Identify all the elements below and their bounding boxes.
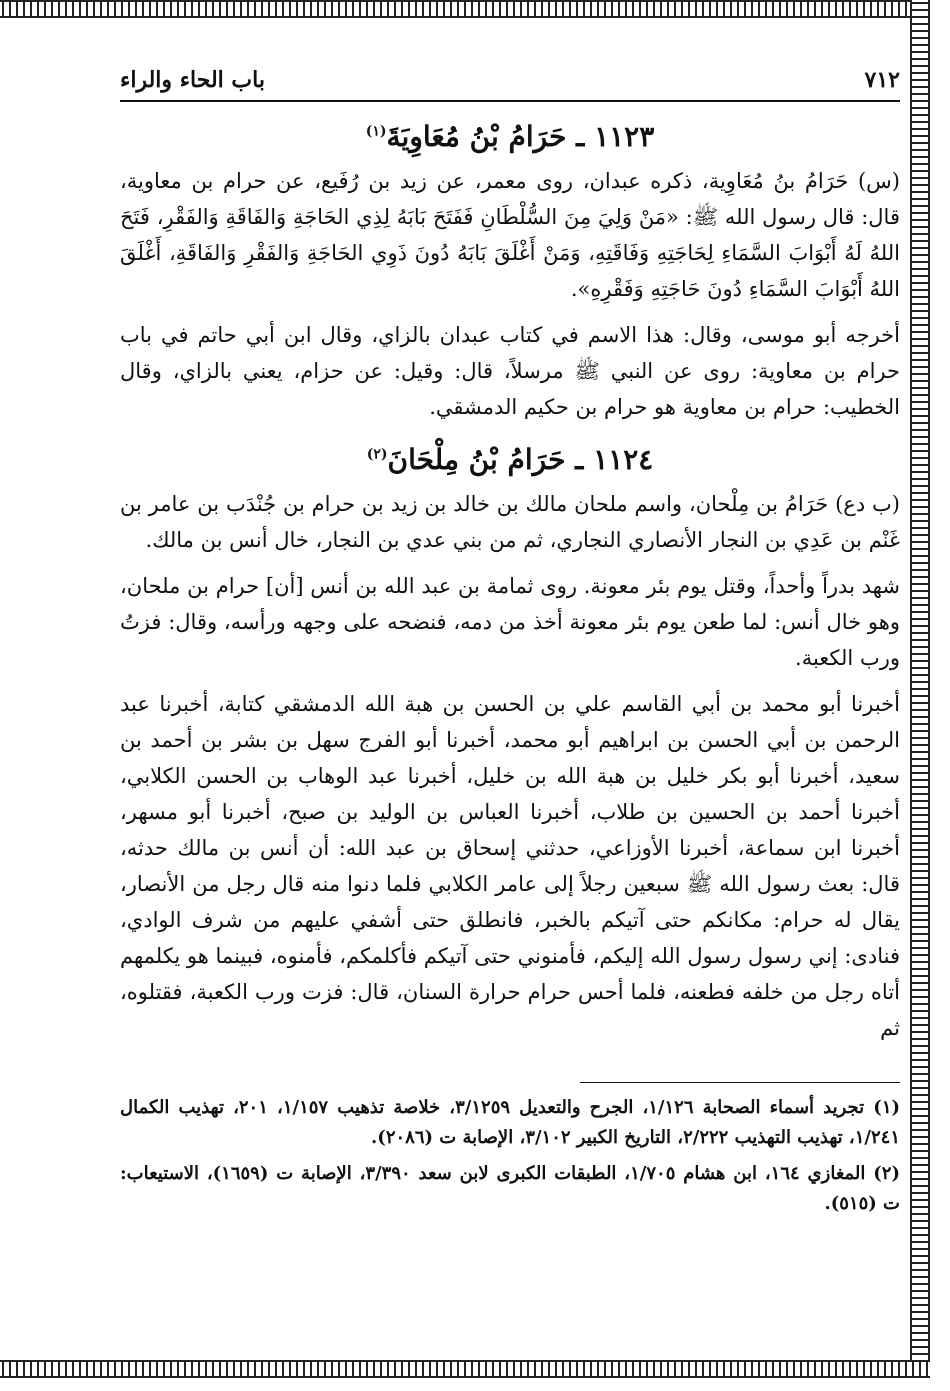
page-number: ٧١٢ [864,67,900,93]
decorative-border-right [910,0,930,1378]
footnote-1: (١) تجريد أسماء الصحابة ١/١٢٦، الجرح والتعديل ٣/١٢٥٩، خلاصة تذهيب ١/١٥٧، ٢٠١، تهذيب الكمال ١/٢٤١، تهذيب التهذيب ٢/٢٢٢، التاريخ الكبير ٣/١٠٢، الإصابة ت (٢٠٨٦). [120,1097,901,1148]
decorative-border-top [0,0,930,18]
entry-1124-paragraph-3: أخبرنا أبو محمد بن أبي القاسم علي بن الحسن بن هبة الله الدمشقي كتابة، أخبرنا عبد الرحمن بن أبي الحسن بن ابراهيم أبو محمد، أخبرنا أبو الفرج سهل بن بشر بن أحمد بن سعيد، أخبرنا أبو بكر خليل بن هبة الله بن خليل، أخبرنا عبد الوهاب بن الحسن الكلابي، أخبرنا أحمد بن الحسين بن طلاب، أخبرنا العباس بن الوليد بن صبح، أخبرنا أبو مسهر، أخبرنا ابن سماعة، أخبرنا الأوزاعي، حدثني إسحاق بن عبد الله: أن أنس بن مالك حدثه، قال: بعث رسول الله ﷺ سبعين رجلاً إلى عامر الكلابي فلما دنوا منه قال رجل من الأنصار، يقال له حرام: مكانكم حتى آتيكم بالخبر، فانطلق حتى أشفي عليهم من شرف الوادي، فنادى: إني رسول رسول الله إليكم، فأمنوني حتى آتيكم فأكلمكم، فأمنوه، فبينما هو يكلمهم أتاه رجل من خلفه فطعنه، فلما أحس حرام حرارة السنان، قال: فزت ورب الكعبة، فقتلوه، ثم [120,692,900,1040]
running-header [120,60,900,102]
decorative-border-bottom [0,1360,930,1378]
entry-1124-paragraph-1: (ب دع) حَرَامُ بن مِلْحان، واسم ملحان مالك بن خالد بن زيد بن حرام بن جُنْدَب بن عامر بن غَنْم بن عَدِي بن النجار الأنصاري النجاري، ثم من بني عدي بن النجار، خال أنس بن مالك. [120,492,900,552]
footnote-marker: (٢) [366,446,388,463]
entry-1123-paragraph-2: أخرجه أبو موسى، وقال: هذا الاسم في كتاب عبدان بالزاي، وقال ابن أبي حاتم في باب حرام بن معاوية: روى عن النبي ﷺ مرسلاً، قال: وقيل: عن حزام، يعني بالزاي، وقال الخطيب: حرام بن معاوية هو حرام بن حكيم الدمشقي. [120,323,900,419]
entry-1123-paragraph-1: (س) حَرَامُ بنُ مُعَاوِية، ذكره عبدان، روى معمر، عن زيد بن رُفَيع، عن حرام بن معاوية، قال: قال رسول الله ﷺ: «مَنْ وَلِيَ مِنَ السُّلْطَانِ فَفَتَحَ بَابَهُ لِذِي الحَاجَةِ وَالفَاقَةِ وَالفَقْرِ، فَتَحَ اللهُ لَهُ أَبْوَابَ السَّمَاءِ لِحَاجَتِهِ وَفَاقَتِهِ، وَمَنْ أَغْلَقَ بَابَهُ دُونَ ذَوِي الحَاجَةِ وَالفَقْرِ وَالفَاقَةِ، أَغْلَقَ اللهُ أَبْوَابَ السَّمَاءِ دُونَ حَاجَتِهِ وَفَقْرِهِ». [120,169,900,301]
entry-title-1123 [120,120,900,153]
entry-title-1124 [120,443,900,476]
entry-title-text: ١١٢٤ ـ حَرَامُ بْنُ مِلْحَانَ [387,443,654,476]
entry-1124-paragraph-2: شهد بدراً وأحداً، وقتل يوم بئر معونة. روى ثمامة بن عبد الله بن أنس [أن] حرام بن ملحان، وهو خال أنس: لما طعن يوم بئر معونة أخذ من دمه، فنضحه على وجهه ورأسه، وقال: فزتُ ورب الكعبة. [120,574,900,670]
footnote-2: (٢) المغازي ١٦٤، ابن هشام ١/٧٠٥، الطبقات الكبرى لابن سعد ٣/٣٩٠، الإصابة ت (١٦٥٩)، الاستيعاب: ت (٥١٥). [120,1163,900,1214]
footnote-divider [580,1082,900,1083]
chapter-title: باب الحاء والراء [120,67,265,93]
entry-title-text: ١١٢٣ ـ حَرَامُ بْنُ مُعَاوِيَةَ [386,120,655,153]
book-page [120,60,900,1340]
footnote-marker: (١) [365,123,387,140]
